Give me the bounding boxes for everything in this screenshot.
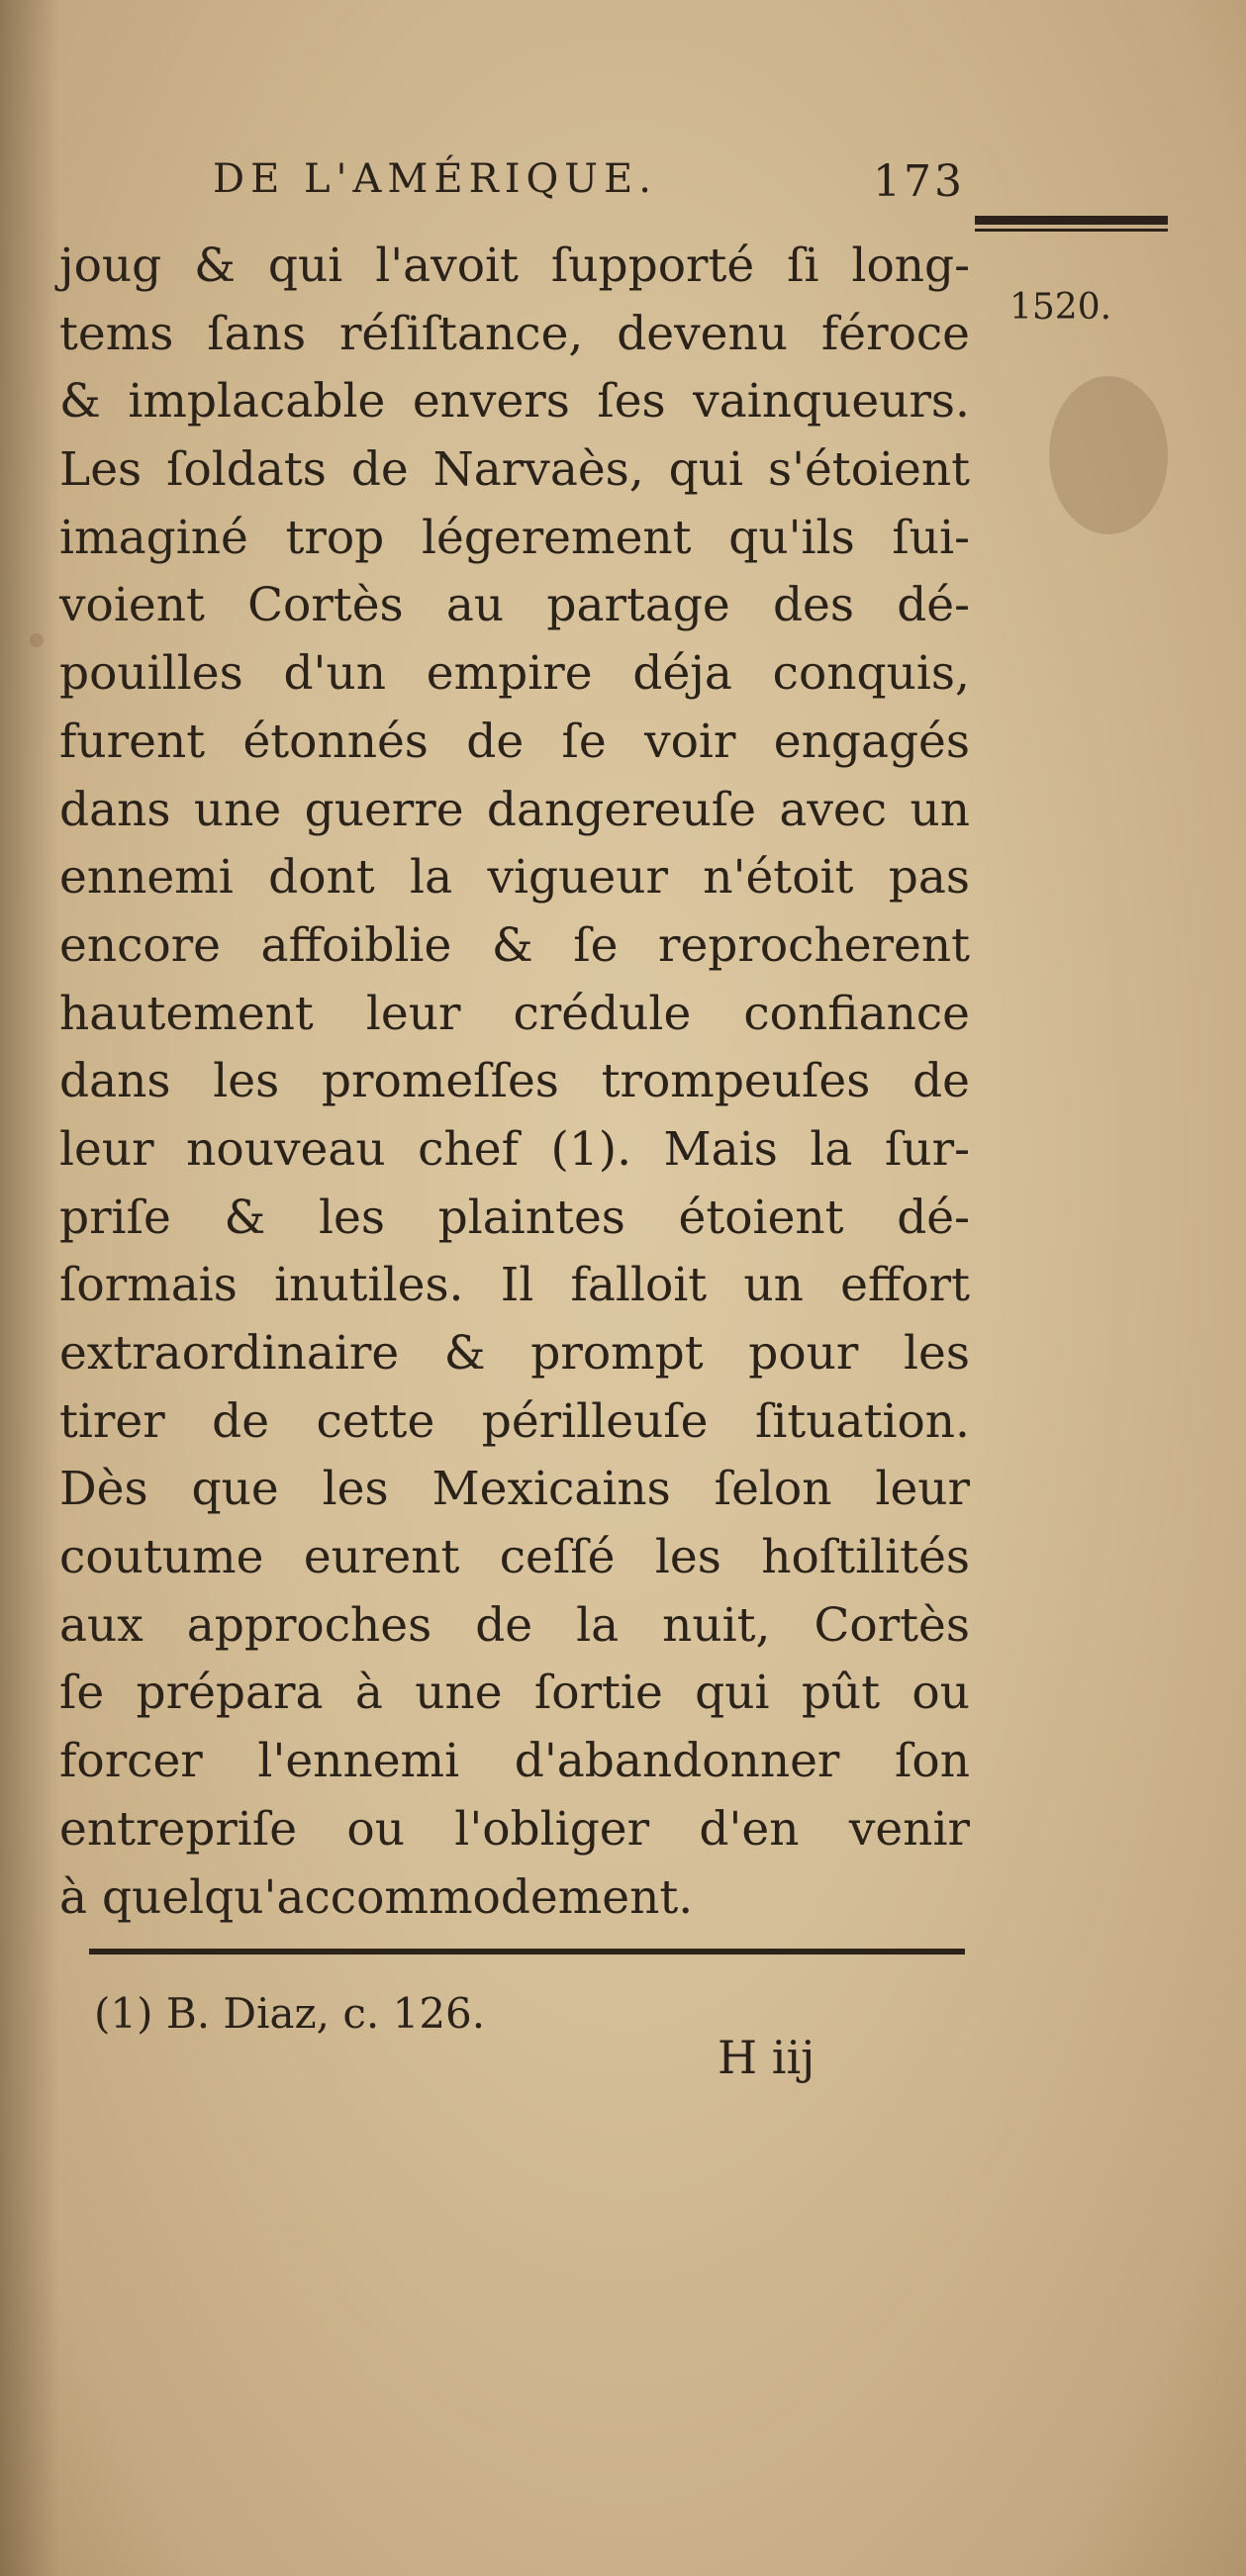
margin-year-note: 1520. — [1009, 287, 1112, 328]
text-line: ſe prépara à une ſortie qui pût ou — [59, 1666, 970, 1721]
text-line: ſormais inutiles. Il falloit un effort — [59, 1258, 970, 1313]
text-line: coutume eurent ceſſé les hoſtilités — [59, 1530, 970, 1585]
text-line: entrepriſe ou l'obliger d'en venir — [59, 1801, 970, 1857]
text-line: pouilles d'un empire déja conquis, — [59, 646, 970, 702]
text-line: extraordinaire & prompt pour les — [59, 1326, 970, 1381]
body-text — [59, 233, 970, 1932]
paper-stain — [1049, 376, 1168, 534]
text-line: voient Cortès au partage des dé- — [59, 578, 970, 633]
text-line: dans les promeſſes trompeuſes de — [59, 1054, 970, 1109]
running-head — [213, 156, 965, 216]
text-line: aux approches de la nuit, Cortès — [59, 1597, 970, 1653]
text-line: ennemi dont la vigueur n'étoit pas — [59, 850, 970, 906]
page-number: 173 — [873, 156, 965, 207]
text-line: Dès que les Mexicains ſelon leur — [59, 1462, 970, 1517]
margin-rule-thin — [975, 229, 1168, 232]
text-line: leur nouveau chef (1). Mais la ſur- — [59, 1121, 970, 1177]
text-line: joug & qui l'avoit ſupporté ſi long- — [59, 239, 970, 293]
footnote-rule — [89, 1949, 965, 1955]
running-title: DE L'AMÉRIQUE. — [213, 156, 657, 202]
gutter-shadow — [0, 0, 59, 2576]
text-line: priſe & les plaintes étoient dé- — [59, 1190, 970, 1245]
text-line: tirer de cette périlleuſe ſituation. — [59, 1393, 970, 1449]
text-line: furent étonnés de ſe voir engagés — [59, 714, 970, 769]
text-line: forcer l'ennemi d'abandonner ſon — [59, 1734, 970, 1789]
text-line: hautement leur crédule confiance — [59, 986, 970, 1041]
text-line: dans une guerre dangereuſe avec un — [59, 782, 970, 837]
signature-mark: H iij — [718, 2031, 815, 2084]
margin-rule — [975, 216, 1168, 225]
text-line: à quelqu'accommodement. — [59, 1869, 694, 1925]
text-line: Les ſoldats de Narvaès, qui s'étoient — [59, 442, 970, 498]
text-line: imaginé trop légerement qu'ils ſui- — [59, 510, 970, 565]
text-line: & implacable envers ſes vainqueurs. — [59, 374, 970, 429]
paper-stain — [30, 633, 44, 647]
footnote: (1) B. Diaz, c. 126. — [94, 1989, 486, 2038]
text-line: tems ſans réſiſtance, devenu féroce — [59, 306, 970, 361]
text-line: encore affoiblie & ſe reprocherent — [59, 917, 970, 973]
